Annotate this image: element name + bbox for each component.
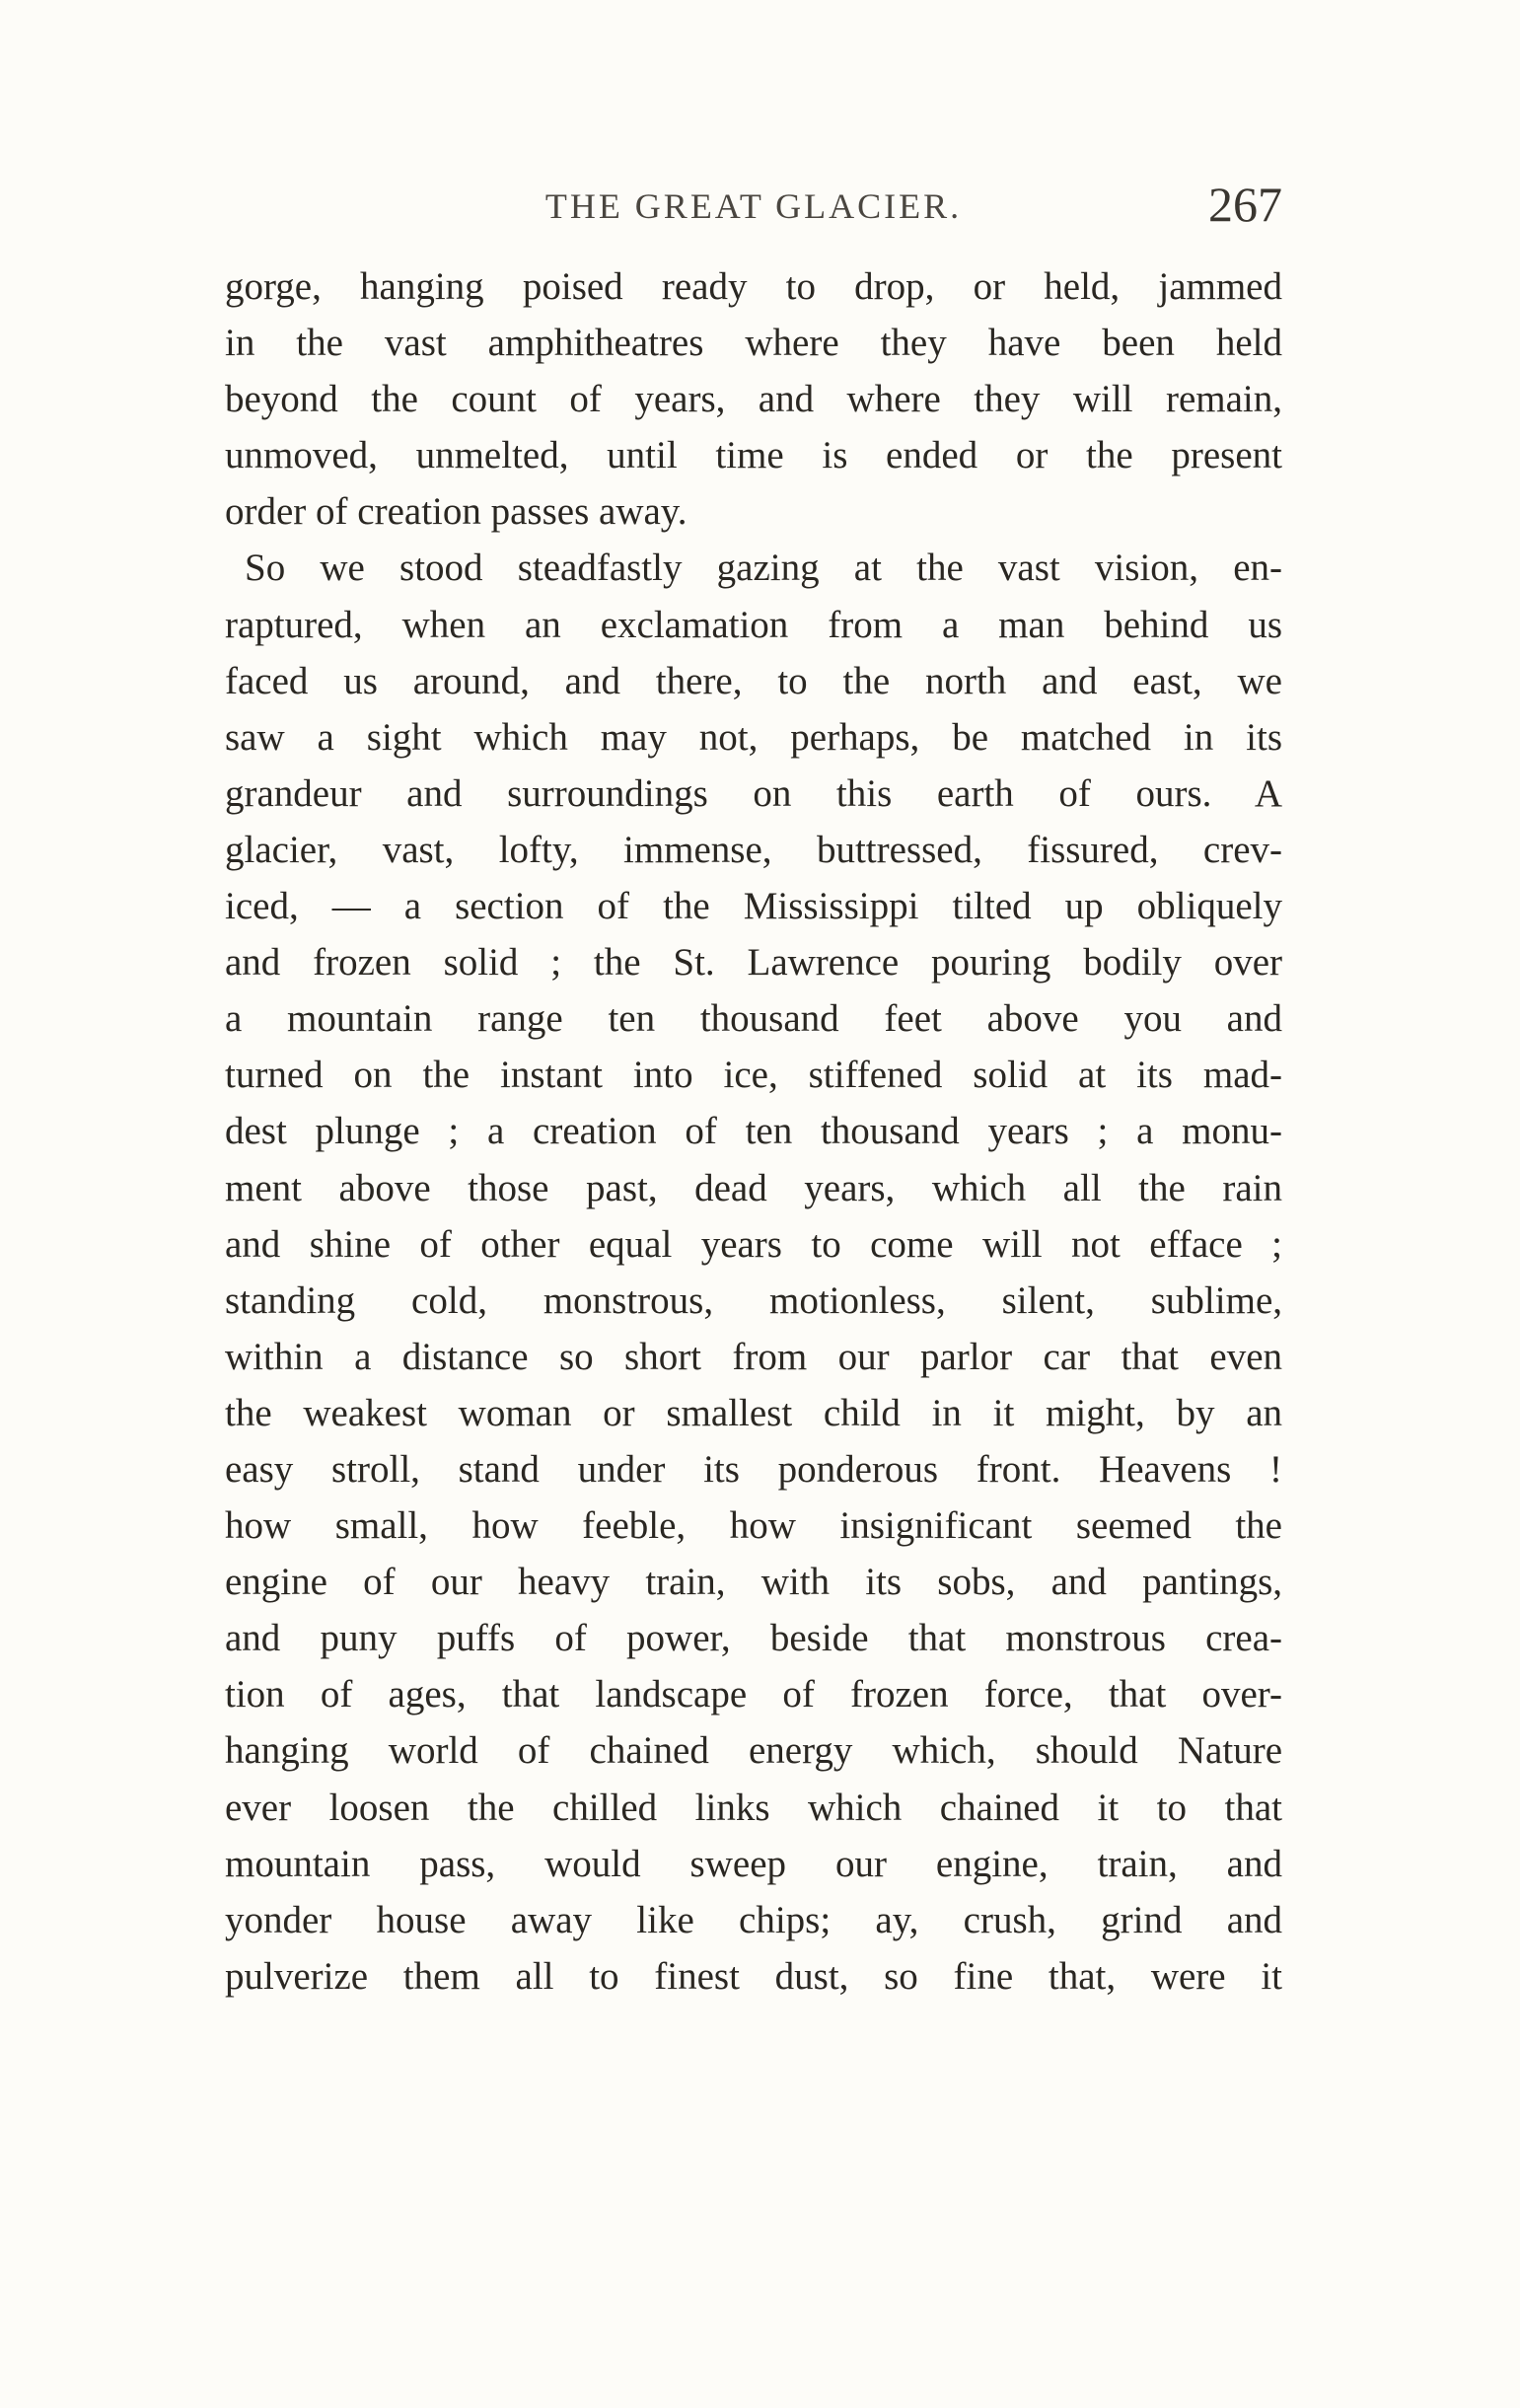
text-line: a mountain range ten thousand feet above you and [225, 997, 1282, 1041]
running-head-title: THE GREAT GLACIER. [544, 186, 963, 226]
text-line: and shine of other equal years to come will not efface ; [225, 1222, 1282, 1266]
text-line: and frozen solid ; the St. Lawrence pouring bodily over [225, 941, 1282, 985]
text-line: within a distance so short from our parlor car that even [225, 1335, 1282, 1378]
text-line: unmoved, unmelted, until time is ended or the present [225, 434, 1282, 477]
text-line: and puny puffs of power, beside that monstrous crea- [225, 1617, 1282, 1660]
text-line: pulverize them all to finest dust, so fine that, were it [225, 1954, 1282, 1998]
text-line: hanging world of chained energy which, should Nature [225, 1729, 1282, 1773]
page-number: 267 [1208, 177, 1282, 232]
text-line: how small, how feeble, how insignificant seemed the [225, 1504, 1282, 1548]
text-line: engine of our heavy train, with its sobs, and pantings, [225, 1561, 1282, 1604]
text-line: ment above those past, dead years, which all the rain [225, 1166, 1282, 1209]
text-line: standing cold, monstrous, motionless, silent, sublime, [225, 1278, 1282, 1322]
text-line: tion of ages, that landscape of frozen force, that over- [225, 1673, 1282, 1716]
text-line: gorge, hanging poised ready to drop, or held, jammed [225, 265, 1282, 308]
text-line: So we stood steadfastly gazing at the vast vision, en- [245, 547, 1282, 590]
text-line: faced us around, and there, to the north and east, we [225, 659, 1282, 702]
text-line: mountain pass, would sweep our engine, train, and [225, 1842, 1282, 1885]
text-line: yonder house away like chips; ay, crush, grind and [225, 1898, 1282, 1941]
text-line: dest plunge ; a creation of ten thousand years ; a monu- [225, 1110, 1282, 1153]
text-line: grandeur and surroundings on this earth of ours. A [225, 771, 1282, 815]
text-line: turned on the instant into ice, stiffened solid at its mad- [225, 1054, 1282, 1097]
body-text [225, 258, 1282, 2005]
text-line: order of creation passes away. [225, 490, 688, 534]
text-line: in the vast amphitheatres where they have been held [225, 322, 1282, 365]
text-line: raptured, when an exclamation from a man behind us [225, 603, 1282, 646]
text-line: ever loosen the chilled links which chained it to that [225, 1786, 1282, 1829]
text-line: beyond the count of years, and where they will remain, [225, 378, 1282, 421]
running-head [225, 176, 1282, 235]
text-line: iced, — a section of the Mississippi tilted up obliquely [225, 885, 1282, 928]
text-line: saw a sight which may not, perhaps, be matched in its [225, 715, 1282, 759]
text-line: glacier, vast, lofty, immense, buttressed, fissured, crev- [225, 828, 1282, 871]
text-line: easy stroll, stand under its ponderous front. Heavens ! [225, 1447, 1282, 1491]
text-line: the weakest woman or smallest child in it might, by an [225, 1391, 1282, 1434]
